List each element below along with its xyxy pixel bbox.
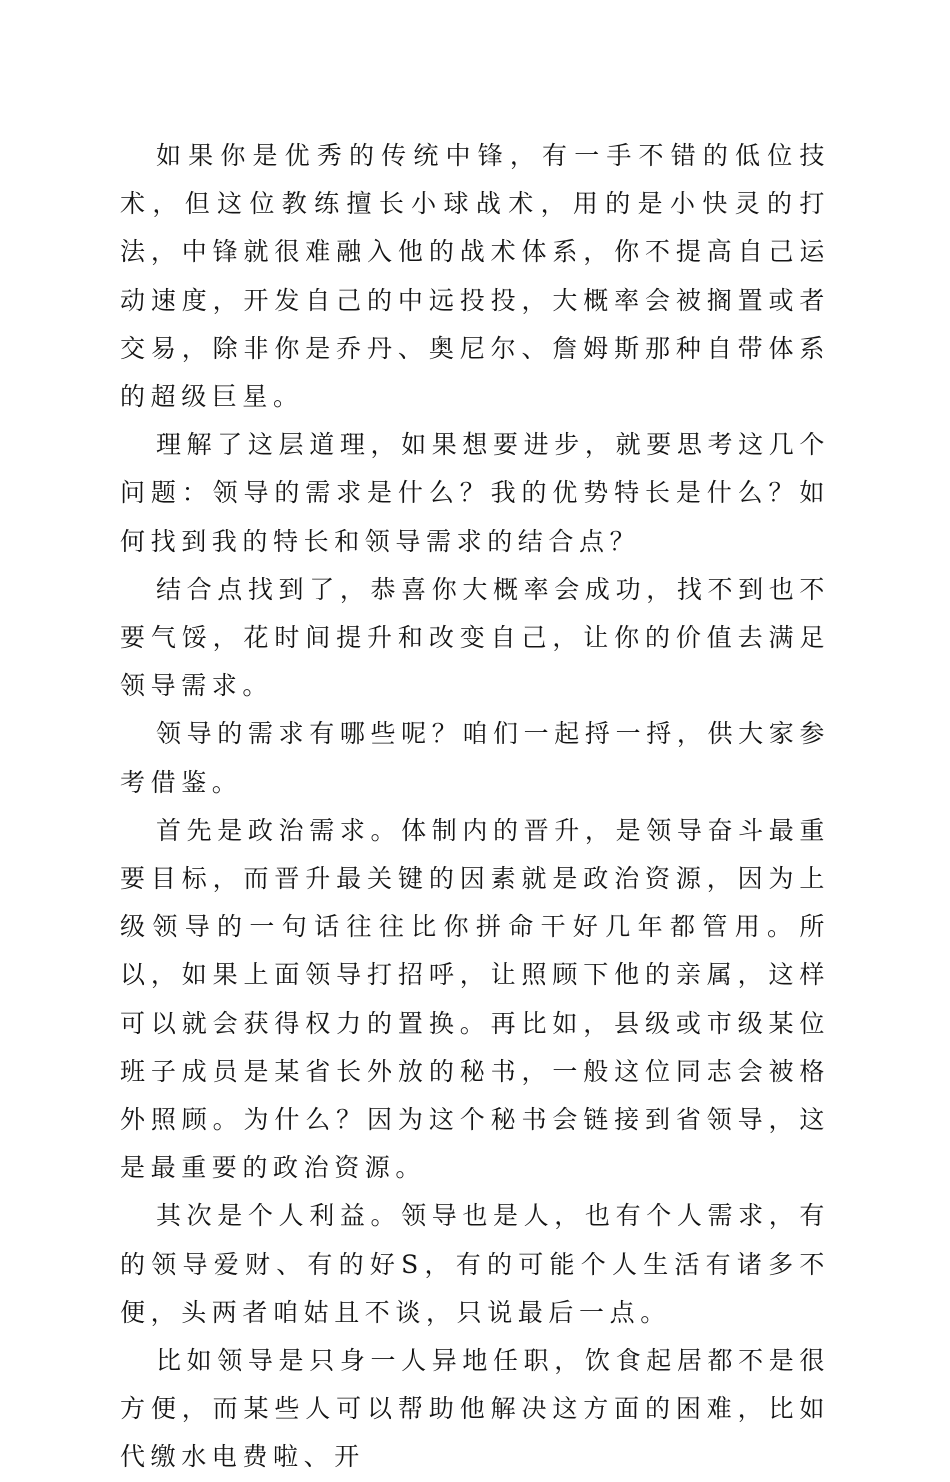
paragraph-7: 比如领导是只身一人异地任职，饮食起居都不是很方便，而某些人可以帮助他解决这方面的困难，比如代缴水电费啦、开 xyxy=(120,1346,830,1472)
paragraph-1: 如果你是优秀的传统中锋，有一手不错的低位技术，但这位教练擅长小球战术，用的是小快灵的打法，中锋就很难融入他的战术体系，你不提高自己运动速度，开发自己的中远投投，大概率会被搁置或者交易，除非你是乔丹、奥尼尔、詹姆斯那种自带体系的超级巨星。 xyxy=(120,141,830,412)
paragraph-4: 领导的需求有哪些呢？咱们一起捋一捋，供大家参考借鉴。 xyxy=(120,719,830,797)
paragraph-5: 首先是政治需求。体制内的晋升，是领导奋斗最重要目标，而晋升最关键的因素就是政治资源，因为上级领导的一句话往往比你拼命干好几年都管用。所以，如果上面领导打招呼，让照顾下他的亲属，这样可以就会获得权力的置换。再比如，县级或市级某位班子成员是某省长外放的秘书，一般这位同志会被格外照顾。为什么？因为这个秘书会链接到省领导，这是最重要的政治资源。 xyxy=(120,815,830,1183)
paragraph-3: 结合点找到了，恭喜你大概率会成功，找不到也不要气馁，花时间提升和改变自己，让你的价值去满足领导需求。 xyxy=(120,574,830,701)
paragraph-6: 其次是个人利益。领导也是人，也有个人需求，有的领导爱财、有的好S，有的可能个人生活有诸多不便，头两者咱姑且不谈，只说最后一点。 xyxy=(120,1201,830,1327)
paragraph-2: 理解了这层道理，如果想要进步，就要思考这几个问题：领导的需求是什么？我的优势特长是什么？如何找到我的特长和领导需求的结合点？ xyxy=(120,430,830,556)
document-body xyxy=(120,132,830,1482)
